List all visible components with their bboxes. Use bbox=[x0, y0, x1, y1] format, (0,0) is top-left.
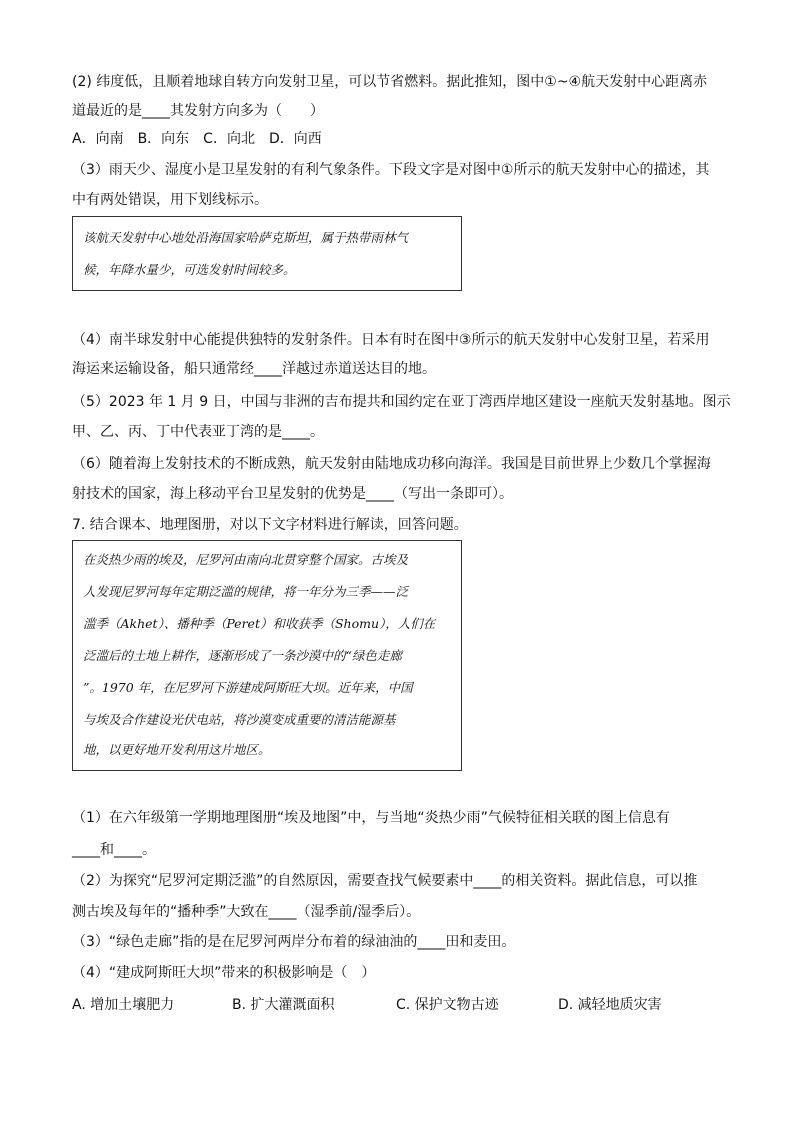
q7-material-line: 人发现尼罗河每年定期泛滥的规律，将一年分为三季——泛 bbox=[83, 584, 409, 599]
q6-part4-line1: （4）南半球发射中心能提供独特的发射条件。日本有时在图中③所示的航天发射中心发射卫星，若采用 bbox=[72, 332, 710, 348]
q7-option-b: B. 扩大灌溉面积 bbox=[232, 997, 335, 1013]
q7-part1-line2: ____和____。 bbox=[72, 842, 156, 858]
q6-part5-line1: （5）2023 年 1 月 9 日，中国与非洲的吉布提共和国约定在亚丁湾西岸地区建设一座航天发射基地。图示 bbox=[72, 394, 731, 410]
q6-part4-line2: 海运来运输设备，船只通常经____洋越过赤道送达目的地。 bbox=[72, 361, 436, 377]
q6-part3-line2: 中有两处错误，用下划线标示。 bbox=[72, 192, 268, 208]
q7-part2-line2: 测古埃及每年的“播种季”大致在____（湿季前/湿季后）。 bbox=[72, 904, 421, 920]
q7-part2-line1: （2）为探究“尼罗河定期泛滥”的自然原因，需要查找气候要素中____的相关资料。据此信息，可以推 bbox=[72, 873, 698, 889]
q6-part2-line2: 道最近的是____其发射方向多为（ ） bbox=[72, 103, 324, 119]
q6-part2-line1: (2) 纬度低，且顺着地球自转方向发射卫星，可以节省燃料。据此推知，图中①~④航天发射中心距离赤 bbox=[72, 74, 708, 90]
q7-material-line: 与埃及合作建设光伏电站，将沙漠变成重要的清洁能源基 bbox=[83, 712, 396, 727]
q7-material-line: 滥季（Akhet）、播种季（Peret）和收获季（Shomu），人们在 bbox=[83, 616, 436, 631]
q6-part3-line1: （3）雨天少、湿度小是卫星发射的有利气象条件。下段文字是对图中①所示的航天发射中心的描述，其 bbox=[72, 162, 710, 178]
q7-material-line: 地，以更好地开发利用这片地区。 bbox=[83, 742, 271, 757]
q6-part6-line2: 射技术的国家，海上移动平台卫星发射的优势是____（写出一条即可）。 bbox=[72, 486, 513, 502]
q7-part4-line1: （4）“建成阿斯旺大坝”带来的积极影响是（ ） bbox=[72, 965, 376, 981]
q6-part6-line1: （6）随着海上发射技术的不断成熟，航天发射由陆地成功移向海洋。我国是目前世界上少数几个掌握海 bbox=[72, 456, 711, 472]
q7-material-box bbox=[72, 540, 462, 771]
q6-box-line2: 候，年降水量少，可选发射时间较多。 bbox=[83, 262, 296, 277]
q6-description-box bbox=[72, 216, 462, 291]
q7-option-d: D. 减轻地质灾害 bbox=[558, 997, 662, 1013]
q7-option-a: A. 增加土壤肥力 bbox=[72, 997, 175, 1013]
q7-part1-line1: （1）在六年级第一学期地理图册“埃及地图”中，与当地“炎热少雨”气候特征相关联的图上信息有 bbox=[72, 810, 670, 826]
q6-part5-line2: 甲、乙、丙、丁中代表亚丁湾的是____。 bbox=[72, 424, 324, 440]
q7-material-line: 泛滥后的土地上耕作，逐渐形成了一条沙漠中的“绿色走廊 bbox=[83, 648, 402, 663]
q7-option-c: C. 保护文物古迹 bbox=[396, 997, 499, 1013]
q7-material-line: ”。1970 年，在尼罗河下游建成阿斯旺大坝。近年来，中国 bbox=[83, 680, 413, 695]
q7-material-line: 在炎热少雨的埃及，尼罗河由南向北贯穿整个国家。古埃及 bbox=[83, 552, 409, 567]
q7-part3-line1: （3）“绿色走廊”指的是在尼罗河两岸分布着的绿油油的____田和麦田。 bbox=[72, 934, 516, 950]
q7-stem: 7. 结合课本、地理图册，对以下文字材料进行解读，回答问题。 bbox=[72, 517, 468, 533]
q6-part2-options: A．向南 B．向东 C．向北 D．向西 bbox=[72, 131, 322, 147]
q6-box-line1: 该航天发射中心地处沿海国家哈萨克斯坦，属于热带雨林气 bbox=[83, 230, 409, 245]
